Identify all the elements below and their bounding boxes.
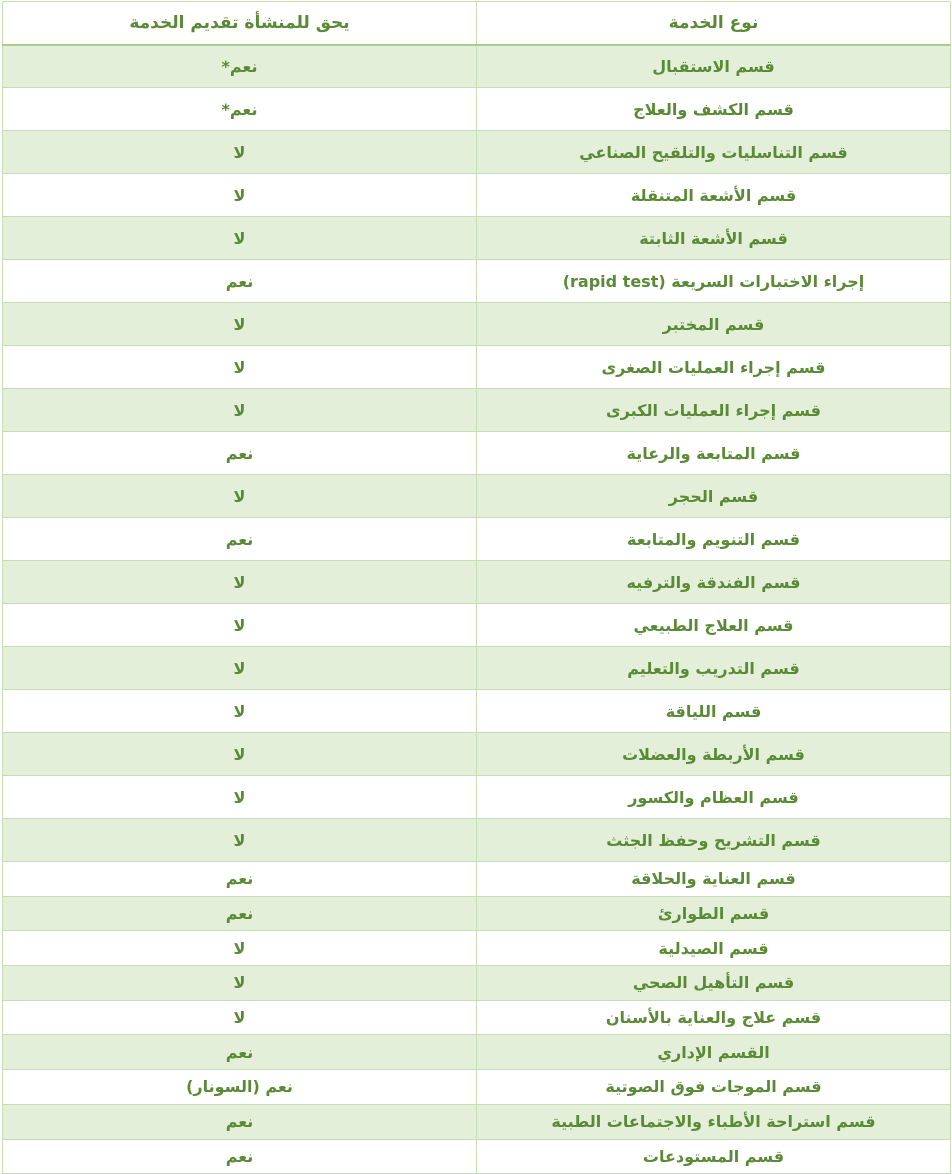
service-type-cell: قسم التشريح وحفظ الجثث	[477, 819, 951, 862]
allowed-cell: لا	[3, 1000, 477, 1035]
allowed-cell: لا	[3, 389, 477, 432]
service-type-cell: قسم التدريب والتعليم	[477, 647, 951, 690]
service-type-cell: قسم التنويم والمتابعة	[477, 518, 951, 561]
allowed-cell: نعم	[3, 432, 477, 475]
allowed-cell: لا	[3, 303, 477, 346]
service-type-cell: قسم الفندقة والترفيه	[477, 561, 951, 604]
table-row	[3, 432, 951, 475]
allowed-cell: لا	[3, 475, 477, 518]
allowed-cell: نعم	[3, 518, 477, 561]
table-row	[3, 931, 951, 966]
service-type-cell: قسم الأشعة المتنقلة	[477, 174, 951, 217]
service-type-cell: قسم اللياقة	[477, 690, 951, 733]
table-row	[3, 131, 951, 174]
allowed-cell: لا	[3, 966, 477, 1001]
allowed-cell: لا	[3, 647, 477, 690]
allowed-cell: لا	[3, 776, 477, 819]
table-row	[3, 862, 951, 897]
allowed-cell: لا	[3, 561, 477, 604]
table-row	[3, 88, 951, 131]
table-row	[3, 1104, 951, 1139]
table-row	[3, 776, 951, 819]
allowed-cell: نعم (السونار)	[3, 1070, 477, 1105]
allowed-cell: نعم*	[3, 45, 477, 88]
service-type-cell: قسم العلاج الطبيعي	[477, 604, 951, 647]
allowed-cell: نعم	[3, 1035, 477, 1070]
service-type-cell: قسم الصيدلية	[477, 931, 951, 966]
table-row	[3, 733, 951, 776]
table-row	[3, 1035, 951, 1070]
table-row	[3, 518, 951, 561]
service-type-cell: قسم إجراء العمليات الصغرى	[477, 346, 951, 389]
service-type-cell: قسم الأربطة والعضلات	[477, 733, 951, 776]
table-row	[3, 604, 951, 647]
allowed-cell: لا	[3, 346, 477, 389]
allowed-cell: نعم	[3, 260, 477, 303]
service-type-cell: قسم الاستقبال	[477, 45, 951, 88]
service-type-cell: إجراء الاختبارات السريعة (rapid test)	[477, 260, 951, 303]
table-row	[3, 1000, 951, 1035]
table-row	[3, 346, 951, 389]
service-type-cell: قسم الأشعة الثابتة	[477, 217, 951, 260]
header-allowed: يحق للمنشأة تقديم الخدمة	[3, 2, 477, 45]
allowed-cell: نعم	[3, 1139, 477, 1174]
allowed-cell: لا	[3, 690, 477, 733]
table-row	[3, 690, 951, 733]
table-row	[3, 1139, 951, 1174]
table-row	[3, 1070, 951, 1105]
header-row	[3, 2, 951, 45]
service-type-cell: قسم استراحة الأطباء والاجتماعات الطبية	[477, 1104, 951, 1139]
service-type-cell: قسم المتابعة والرعاية	[477, 432, 951, 475]
table-row	[3, 647, 951, 690]
allowed-cell: لا	[3, 604, 477, 647]
header-service-type: نوع الخدمة	[477, 2, 951, 45]
allowed-cell: لا	[3, 931, 477, 966]
allowed-cell: لا	[3, 819, 477, 862]
service-type-cell: قسم الموجات فوق الصوتية	[477, 1070, 951, 1105]
service-type-cell: قسم العناية والحلاقة	[477, 862, 951, 897]
table-row	[3, 561, 951, 604]
table-row	[3, 389, 951, 432]
service-type-cell: قسم المختبر	[477, 303, 951, 346]
table-row	[3, 217, 951, 260]
table-row	[3, 819, 951, 862]
service-type-cell: قسم التأهيل الصحي	[477, 966, 951, 1001]
service-type-cell: قسم الكشف والعلاج	[477, 88, 951, 131]
allowed-cell: لا	[3, 217, 477, 260]
allowed-cell: نعم*	[3, 88, 477, 131]
service-type-cell: قسم علاج والعناية بالأسنان	[477, 1000, 951, 1035]
services-table	[2, 1, 951, 1174]
service-type-cell: القسم الإداري	[477, 1035, 951, 1070]
table-row	[3, 260, 951, 303]
allowed-cell: لا	[3, 733, 477, 776]
table-row	[3, 45, 951, 88]
service-type-cell: قسم العظام والكسور	[477, 776, 951, 819]
service-type-cell: قسم التناسليات والتلقيح الصناعي	[477, 131, 951, 174]
service-type-cell: قسم إجراء العمليات الكبرى	[477, 389, 951, 432]
service-type-cell: قسم الحجر	[477, 475, 951, 518]
service-type-cell: قسم المستودعات	[477, 1139, 951, 1174]
allowed-cell: نعم	[3, 896, 477, 931]
service-type-cell: قسم الطوارئ	[477, 896, 951, 931]
allowed-cell: لا	[3, 174, 477, 217]
table-row	[3, 174, 951, 217]
allowed-cell: لا	[3, 131, 477, 174]
table-row	[3, 475, 951, 518]
allowed-cell: نعم	[3, 1104, 477, 1139]
table-row	[3, 896, 951, 931]
table-row	[3, 966, 951, 1001]
table-row	[3, 303, 951, 346]
allowed-cell: نعم	[3, 862, 477, 897]
